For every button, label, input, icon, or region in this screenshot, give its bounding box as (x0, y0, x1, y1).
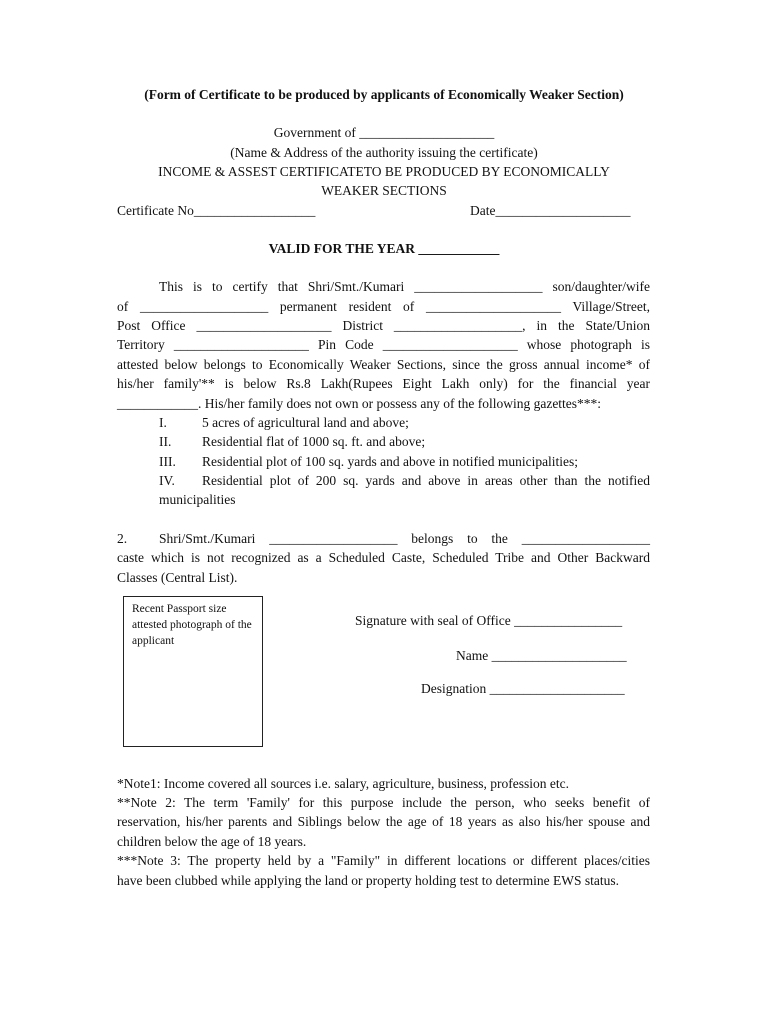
authority-note: (Name & Address of the authority issuing the certificate) (230, 145, 538, 160)
list-item: 5 acres of agricultural land and above; (202, 415, 409, 430)
para2-number: 2. (117, 531, 128, 546)
note-2-line: reservation, his/her parents and Siblings below the age of 18 years as also his/her spouse and (117, 814, 650, 829)
para1-line: ____________. His/her family does not own or possess any of the following gazettes***: (117, 396, 602, 411)
list-item: Residential plot of 200 sq. yards and above in areas other than the notified (202, 473, 650, 488)
list-number: II. (159, 434, 172, 449)
para2-line: Shri/Smt./Kumari ___________________ belongs to the ___________________ (159, 531, 650, 546)
government-of-line: Government of ____________________ (273, 125, 495, 140)
para1-line: Territory ____________________ Pin Code ____________________ whose photograph is (117, 337, 650, 352)
date-field: Date____________________ (470, 203, 631, 218)
photograph-box: Recent Passport size attested photograph of the applicant (123, 596, 263, 747)
valid-for-year: VALID FOR THE YEAR ____________ (268, 241, 500, 256)
para1-line: This is to certify that Shri/Smt./Kumari ___________________ son/daughter/wife (159, 279, 650, 294)
list-number: III. (159, 454, 176, 469)
list-item: Residential plot of 100 sq. yards and above in notified municipalities; (202, 454, 579, 469)
heading-line-2: WEAKER SECTIONS (321, 183, 447, 198)
list-number: I. (159, 415, 167, 430)
para1-line: of ___________________ permanent resident of ____________________ Village/Street, (117, 299, 650, 314)
list-item-continuation: municipalities (159, 492, 236, 507)
note-3-line: have been clubbed while applying the land or property holding test to determine EWS status. (117, 873, 619, 888)
note-3-line: ***Note 3: The property held by a "Family" in different locations or different places/cities (117, 853, 650, 868)
note-2-line: children below the age of 18 years. (117, 834, 307, 849)
heading-line-1: INCOME & ASSEST CERTIFICATETO BE PRODUCED BY ECONOMICALLY (158, 164, 610, 179)
certificate-no: Certificate No__________________ (117, 203, 316, 218)
para1-line: his/her family'** is below Rs.8 Lakh(Rupees Eight Lakh only) for the financial year (117, 376, 650, 391)
form-title: (Form of Certificate to be produced by applicants of Economically Weaker Section) (144, 87, 624, 102)
note-2-line: **Note 2: The term 'Family' for this purpose include the person, who seeks benefit of (117, 795, 650, 810)
note-1: *Note1: Income covered all sources i.e. salary, agriculture, business, profession etc. (117, 776, 569, 791)
name-line: Name ____________________ (456, 648, 627, 663)
para1-line: Post Office ____________________ District ___________________, in the State/Union (117, 318, 650, 333)
para2-line: caste which is not recognized as a Scheduled Caste, Scheduled Tribe and Other Backward (117, 550, 650, 565)
designation-line: Designation ____________________ (421, 681, 625, 696)
list-item: Residential flat of 1000 sq. ft. and above; (202, 434, 426, 449)
para1-line: attested below belongs to Economically Weaker Sections, since the gross annual income* of (117, 357, 650, 372)
para2-line: Classes (Central List). (117, 570, 238, 585)
list-number: IV. (159, 473, 175, 488)
signature-line: Signature with seal of Office ________________ (355, 613, 623, 628)
